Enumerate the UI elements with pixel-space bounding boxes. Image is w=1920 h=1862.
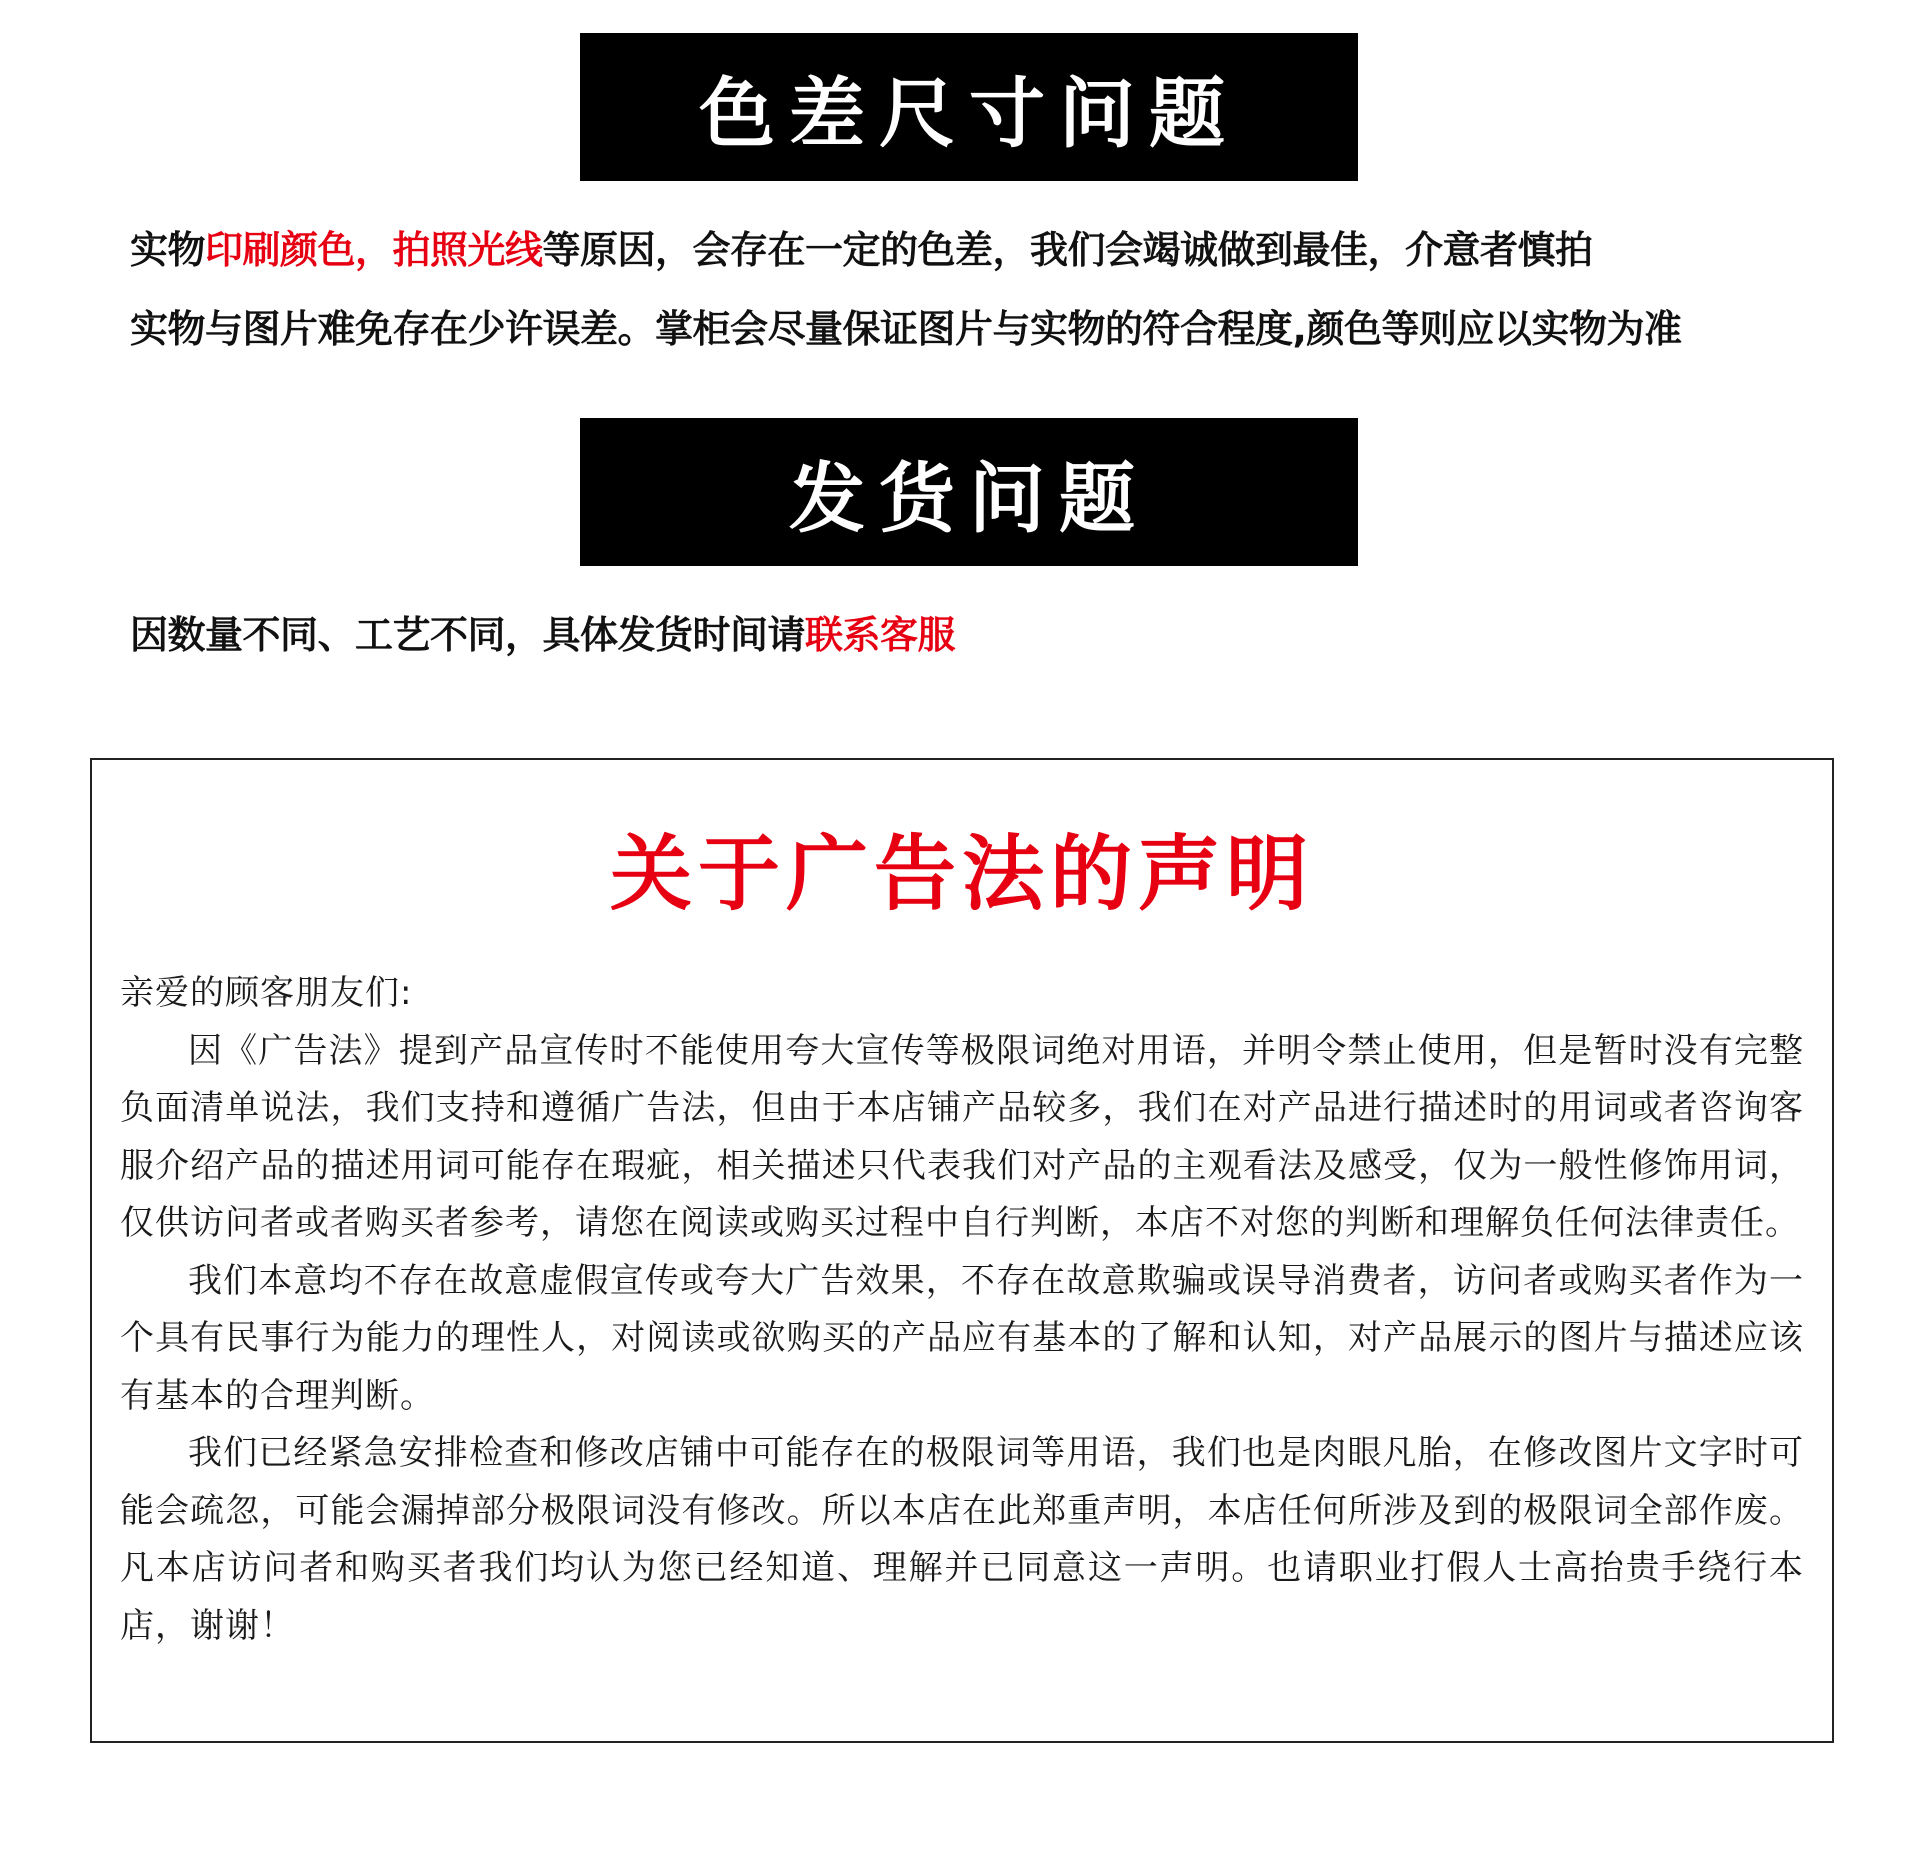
declaration-paragraph: 我们已经紧急安排检查和修改店铺中可能存在的极限词等用语，我们也是肉眼凡胎，在修改图片文字时可能会疏忽，可能会漏掉部分极限词没有修改。所以本店在此郑重声明，本店任何所涉及到的极限词全部作废。凡本店访问者和购买者我们均认为您已经知道、理解并已同意这一声明。也请职业打假人士高抬贵手绕行本店，谢谢！ (120, 1433, 1804, 1646)
contact-service-highlight: 联系客服 (805, 613, 956, 657)
shipping-banner-title: 发货问题 (789, 453, 1149, 543)
color-difference-notice (130, 225, 1593, 275)
advertising-law-declaration-box (90, 758, 1834, 1743)
declaration-title: 关于广告法的声明 (609, 827, 1314, 922)
color-notice-highlight: 印刷颜色，拍照光线 (205, 228, 543, 272)
shipping-notice (130, 610, 955, 660)
declaration-paragraph: 因《广告法》提到产品宣传时不能使用夸大宣传等极限词绝对用语，并明令禁止使用，但是暂时没有完整负面清单说法，我们支持和遵循广告法，但由于本店铺产品较多，我们在对产品进行描述时的用词或者咨询客服介绍产品的描述用词可能存在瑕疵，相关描述只代表我们对产品的主观看法及感受，仅为一般性修饰用词，仅供访问者或者购买者参考，请您在阅读或购买过程中自行判断，本店不对您的判断和理解负任何法律责任。 (120, 1030, 1804, 1243)
declaration-paragraph: 我们本意均不存在故意虚假宣传或夸大广告效果，不存在故意欺骗或误导消费者，访问者或购买者作为一个具有民事行为能力的理性人，对阅读或欲购买的产品应有基本的了解和认知，对产品展示的图片与描述应该有基本的合理判断。 (120, 1260, 1804, 1416)
color-size-banner-title: 色差尺寸问题 (699, 68, 1239, 158)
error-notice (130, 304, 1681, 354)
shipping-notice-seg1: 因数量不同、工艺不同，具体发货时间请 (130, 613, 806, 657)
error-notice-text: 实物与图片难免存在少许误差。掌柜会尽量保证图片与实物的符合程度,颜色等则应以实物为准 (130, 307, 1682, 351)
declaration-greeting: 亲爱的顾客朋友们: (120, 973, 413, 1013)
shipping-banner (580, 418, 1358, 566)
color-notice-seg1: 实物 (130, 228, 206, 272)
color-notice-seg3: 等原因，会存在一定的色差，我们会竭诚做到最佳，介意者慎拍 (542, 228, 1593, 272)
declaration-body (120, 965, 1804, 1655)
color-size-banner (580, 33, 1358, 181)
